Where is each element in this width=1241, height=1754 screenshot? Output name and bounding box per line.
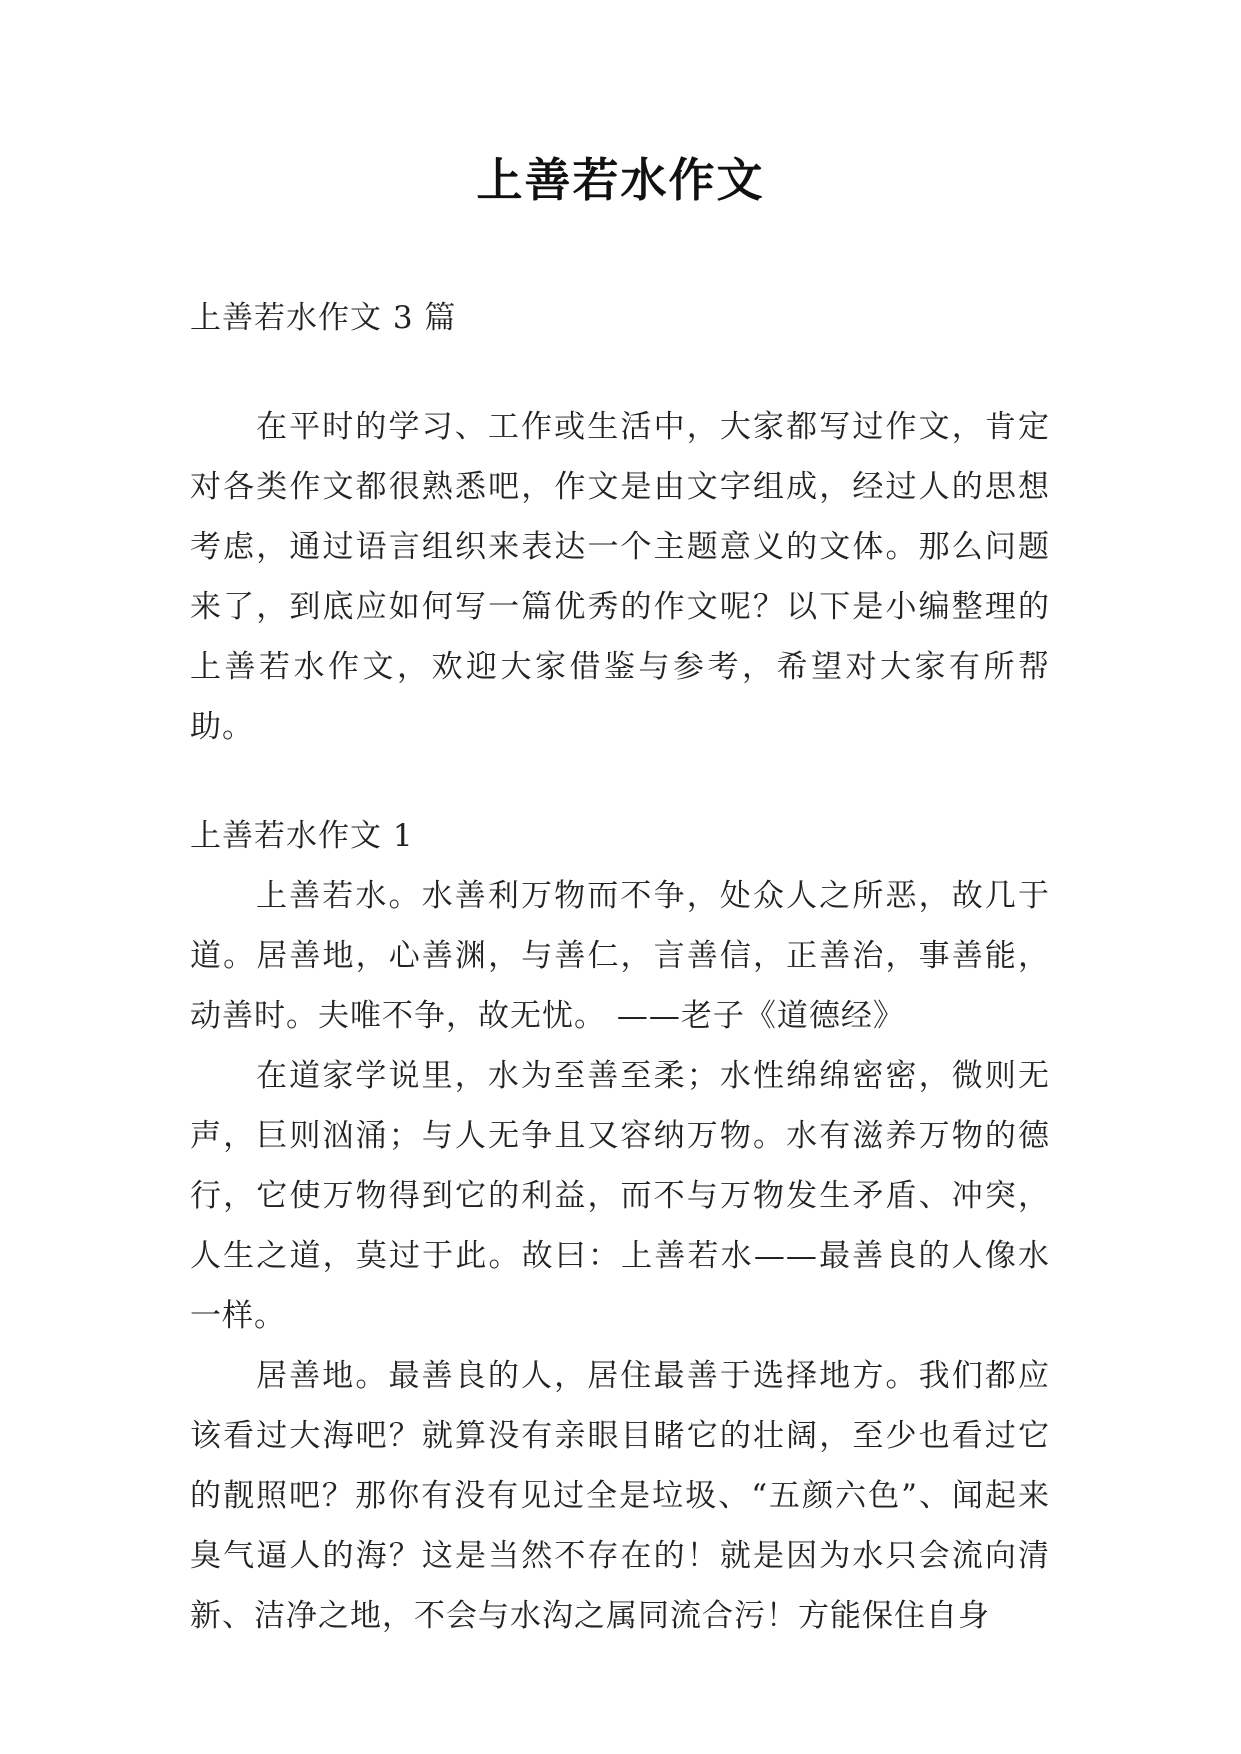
document-title: 上善若水作文 [476, 153, 765, 207]
section-heading: 上善若水作文 1 [190, 818, 414, 854]
document-body [190, 288, 1050, 1646]
intro-paragraph: 在平时的学习、工作或生活中，大家都写过作文，肯定对各类作文都很熟悉吧，作文是由文字组成，经过人的思想考虑，通过语言组织来表达一个主题意义的文体。那么问题来了，到底应如何写一篇优秀的作文呢？以下是小编整理的上善若水作文，欢迎大家借鉴与参考，希望对大家有所帮助。 [190, 409, 1050, 745]
body-paragraph-3: 居善地。最善良的人，居住最善于选择地方。我们都应该看过大海吧？就算没有亲眼目睹它的壮阔，至少也看过它的靓照吧？那你有没有见过全是垃圾、“五颜六色”、闻起来臭气逼人的海？这是当然不存在的！就是因为水只会流向清新、洁净之地，不会与水沟之属同流合污！方能保住自身 [190, 1358, 1050, 1634]
document-subtitle: 上善若水作文 3 篇 [190, 300, 457, 336]
body-paragraph-1: 上善若水。水善利万物而不争，处众人之所恶，故几于道。居善地，心善渊，与善仁，言善信，正善治，事善能，动善时。夫唯不争，故无忧。 ——老子《道德经》 [190, 878, 1050, 1034]
body-paragraph-2: 在道家学说里，水为至善至柔；水性绵绵密密，微则无声，巨则汹涌；与人无争且又容纳万物。水有滋养万物的德行，它使万物得到它的利益，而不与万物发生矛盾、冲突，人生之道，莫过于此。故曰：上善若水——最善良的人像水一样。 [190, 1058, 1050, 1334]
